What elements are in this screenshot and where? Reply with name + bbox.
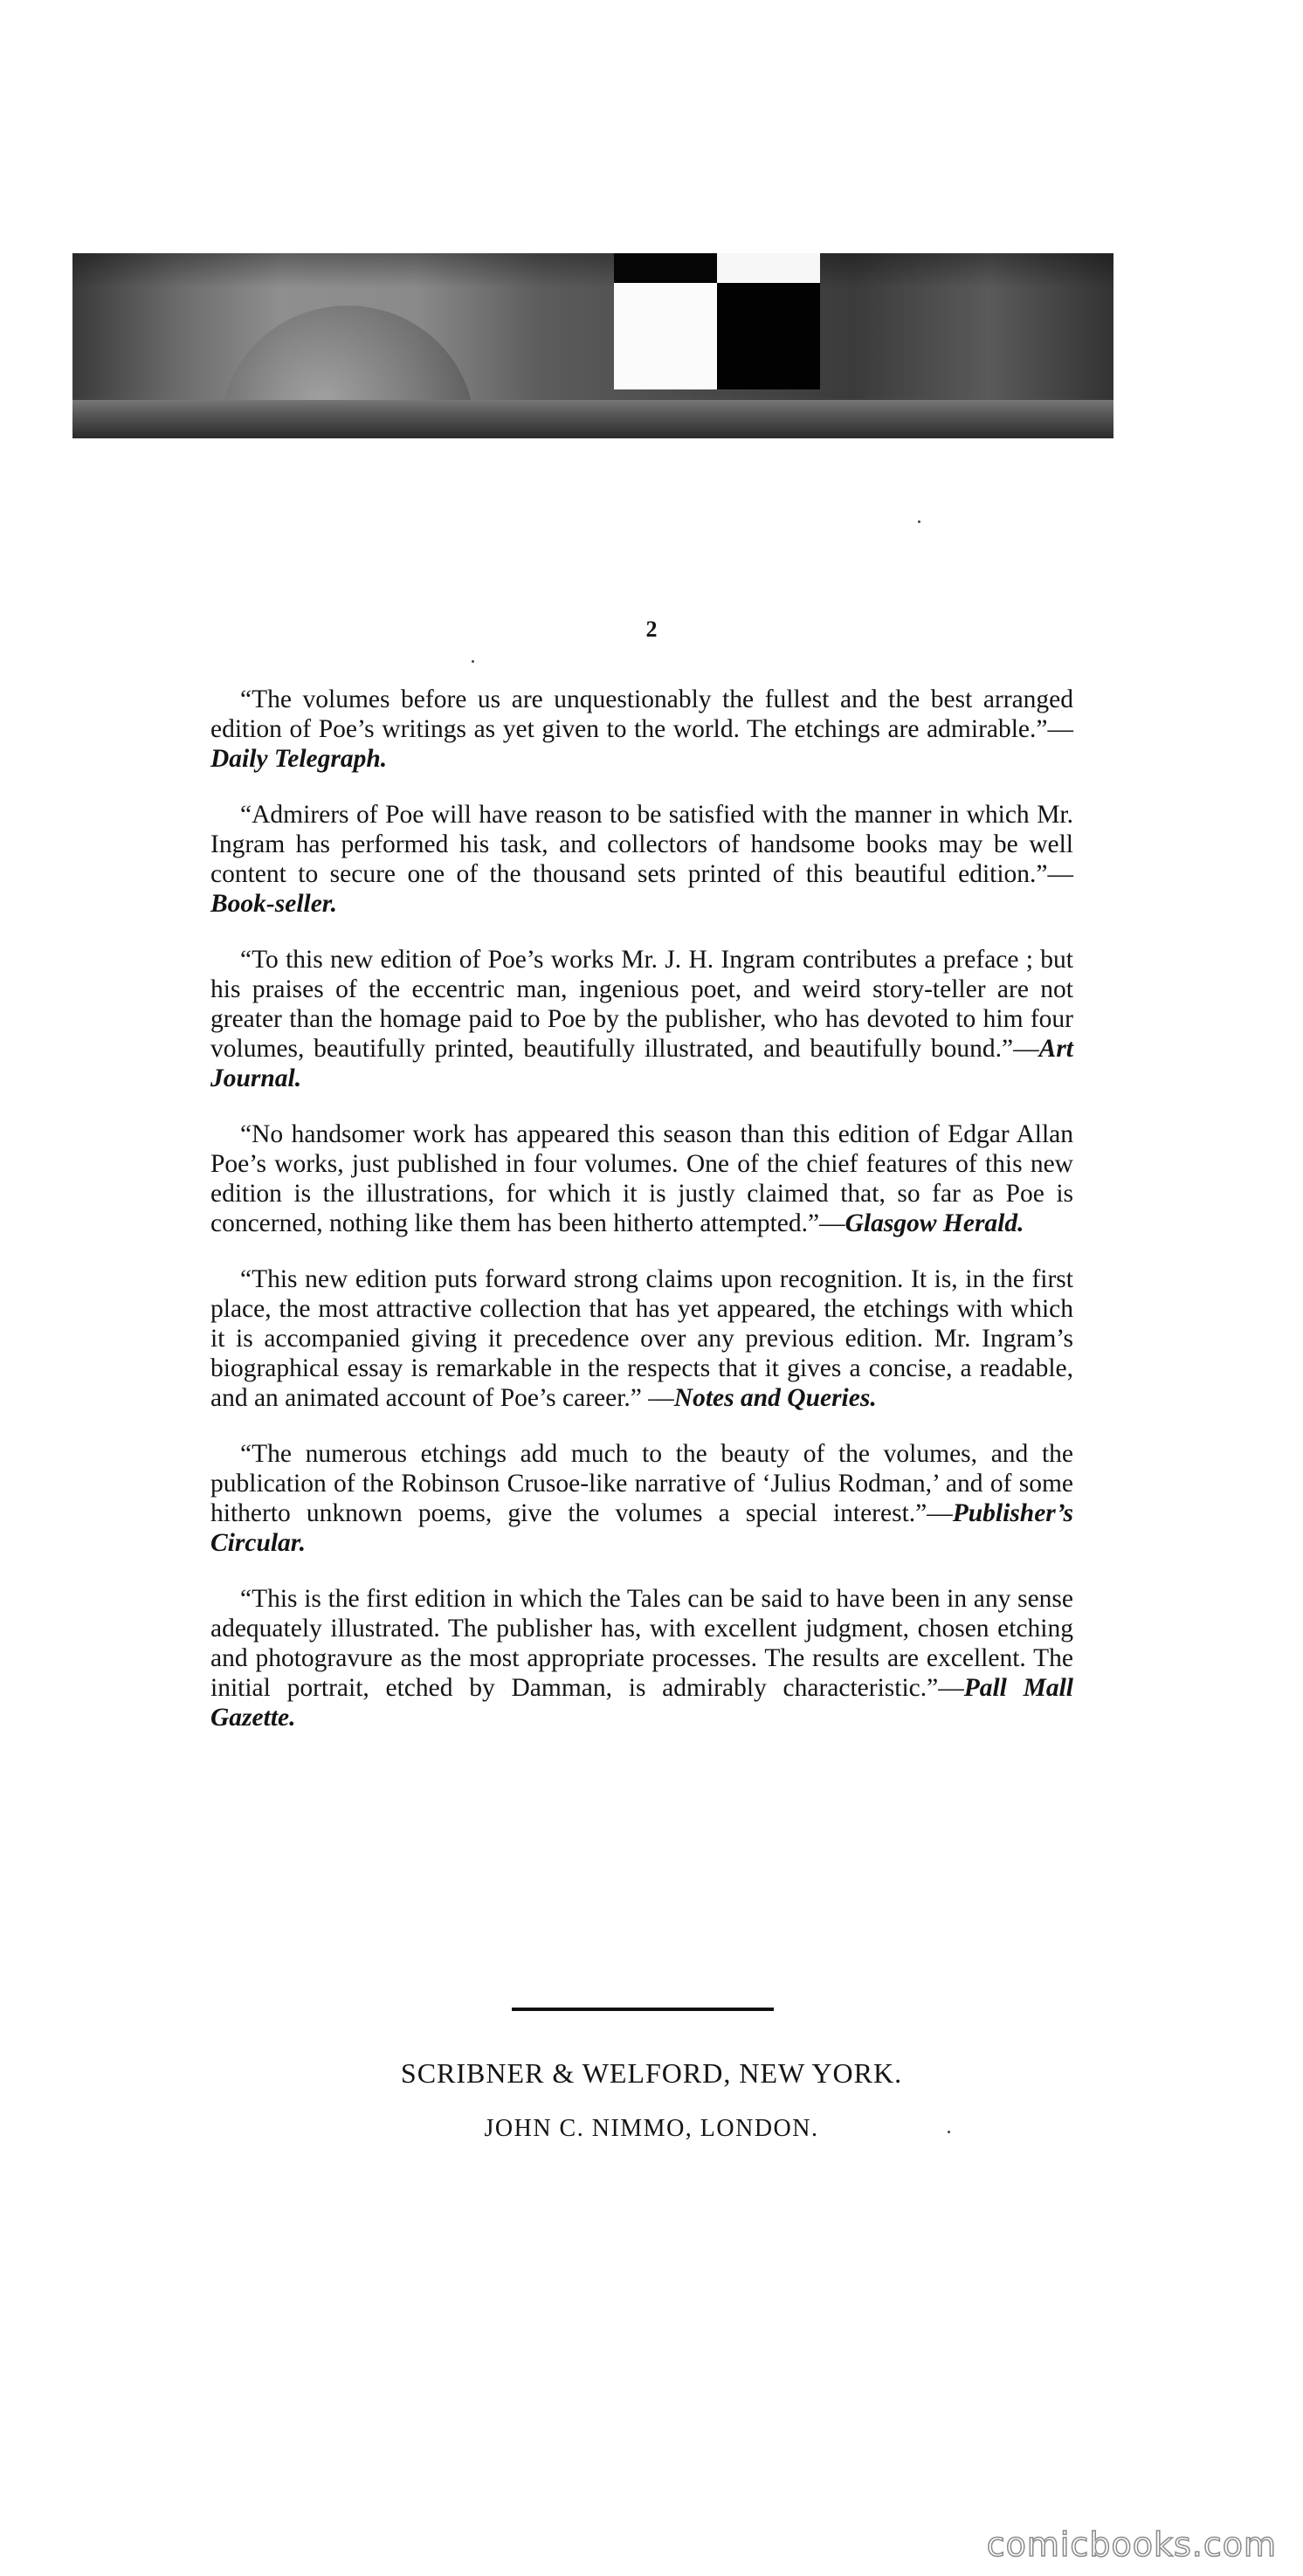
checker-cell-light-top — [717, 253, 820, 283]
review-quote — [210, 1439, 1073, 1558]
review-text: “No handsomer work has appeared this season than this edition of Edgar Allan Poe’s works, just published in four volumes. One of the chief features of this new edition is the illustrations, for which it is justly claimed that, so far as Poe is concerned, nothing like them has been hitherto attempted.”— — [210, 1120, 1073, 1237]
page-number: 2 — [645, 616, 658, 642]
review-text: “The volumes before us are unquestionably the fullest and the best arranged edition of Poe’s writings as yet given to the world. The etchings are admirable.”— — [210, 685, 1073, 743]
checker-cell-dark-bottom — [717, 283, 820, 389]
review-source: Glasgow Herald. — [845, 1209, 1024, 1237]
checker-cell-dark-top — [614, 253, 717, 283]
review-quote — [210, 945, 1073, 1093]
scan-speck — [472, 660, 474, 663]
banner-floor-shape — [72, 400, 1113, 438]
scan-speck — [918, 520, 920, 523]
review-text: “The numerous etchings add much to the beauty of the volumes, and the publication of the Robinson Crusoe-like narrative of ‘Julius Rodman,’ and of some hitherto unknown poems, give the volumes a special interest.”— — [210, 1440, 1073, 1527]
review-source: Notes and Queries. — [673, 1384, 877, 1412]
review-quote — [210, 1264, 1073, 1413]
review-text: “Admirers of Poe will have reason to be satisfied with the manner in which Mr. Ingram has performed his task, and collectors of handsome books may be well content to secure one of the thousand sets printed of this beautiful edition.”— — [210, 801, 1073, 888]
checker-pattern — [614, 253, 820, 389]
review-source: Pall Mall Gazette. — [210, 1674, 1073, 1732]
banner-shadow — [72, 253, 1113, 288]
review-text: “This new edition puts forward strong claims upon recognition. It is, in the first place, the most attractive collection that has yet appeared, the etchings with which it is accompanied giving it precedence over any previous edition. Mr. Ingram’s biographical essay is remarkable in the respects that it gives a concise, a readable, and an animated account of Poe’s career.” — — [210, 1265, 1073, 1412]
review-text: “This is the first edition in which the Tales can be said to have been in any sense adequately illustrated. The publisher has, with excellent judgment, chosen etching and photogravure as the most appropriate processes. The results are excellent. The initial portrait, etched by Damman, is admirably characteristic.”— — [210, 1585, 1073, 1702]
review-source: Book-seller. — [210, 890, 338, 918]
review-source: Art Journal. — [210, 1035, 1073, 1092]
review-list — [210, 685, 1073, 1759]
review-source: Publisher’s Circular. — [210, 1499, 1073, 1557]
scanned-image-strip — [72, 253, 1113, 438]
review-quote — [210, 1584, 1073, 1732]
review-text: “To this new edition of Poe’s works Mr. J. H. Ingram contributes a preface ; but his praises of the eccentric man, ingenious poet, and weird story-teller are not greater than the homage paid to Poe by the publisher, who has devoted to him four volumes, beautifully printed, beautifully illustrated, and beautifully bound.”— — [210, 946, 1073, 1063]
checker-cell-light-bottom — [614, 283, 717, 389]
watermark-text: comicbooks.com — [986, 2525, 1277, 2564]
review-quote — [210, 800, 1073, 919]
publisher-new-york: SCRIBNER & WELFORD, NEW YORK. — [400, 2057, 903, 2089]
review-quote — [210, 685, 1073, 774]
review-quote — [210, 1119, 1073, 1238]
section-divider — [512, 2008, 774, 2011]
review-source: Daily Telegraph. — [210, 745, 388, 773]
publisher-london: JOHN C. NIMMO, LONDON. — [484, 2115, 819, 2142]
